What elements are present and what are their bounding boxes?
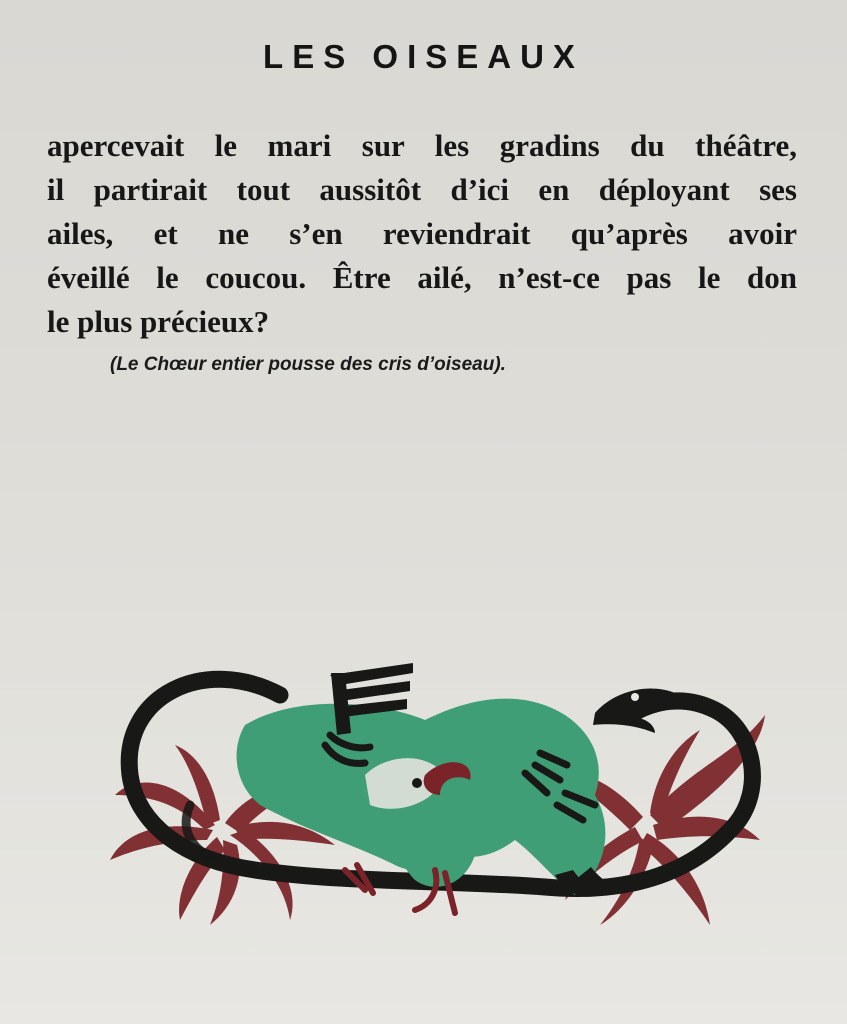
text-line: il partirait tout aussitôt d’ici en déployant ses xyxy=(47,172,797,207)
bird-eye xyxy=(412,778,422,788)
page-title: LES OISEAUX xyxy=(263,38,584,75)
text-line: le plus précieux? xyxy=(47,304,270,339)
text-line: éveillé le coucou. Être ailé, n’est-ce pas le don xyxy=(47,260,797,295)
text-line: ailes, et ne s’en reviendrait qu’après avoir xyxy=(47,216,797,251)
text-line: apercevait le mari sur les gradins du théâtre, xyxy=(47,128,797,163)
bird-serpent-illustration xyxy=(95,655,785,955)
stage-direction: (Le Chœur entier pousse des cris d’oiseau). xyxy=(110,354,506,375)
body-paragraph xyxy=(47,124,797,344)
